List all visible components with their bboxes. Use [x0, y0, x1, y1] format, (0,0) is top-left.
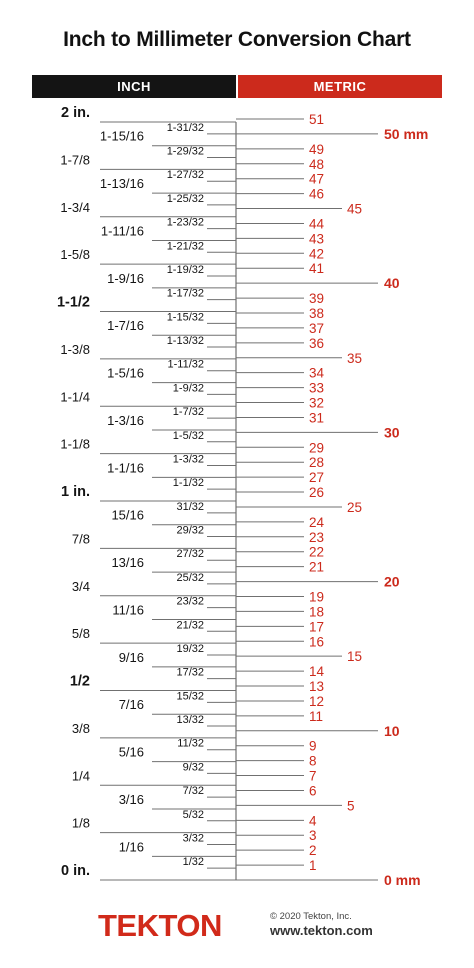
inch-tick-label: 13/32 — [176, 714, 204, 727]
mm-tick-label: 4 — [309, 813, 317, 829]
mm-tick-label: 38 — [309, 305, 325, 321]
mm-tick-label: 40 — [384, 275, 400, 292]
inch-tick-label: 23/32 — [176, 595, 204, 608]
mm-tick-label: 18 — [309, 604, 325, 620]
mm-tick-label: 34 — [309, 365, 325, 381]
inch-tick-label: 17/32 — [176, 666, 204, 679]
inch-tick-label: 1-1/16 — [107, 460, 144, 476]
mm-tick-label: 24 — [309, 514, 325, 530]
inch-tick-label: 1/16 — [118, 839, 144, 855]
inch-tick-label: 1-7/32 — [172, 406, 204, 419]
mm-tick-label: 50 mm — [384, 125, 429, 142]
inch-tick-label: 1-7/16 — [107, 318, 144, 334]
inch-tick-label: 1-15/32 — [166, 311, 204, 324]
mm-tick-label: 12 — [309, 693, 325, 709]
mm-tick-label: 6 — [309, 783, 317, 799]
inch-tick-label: 1-17/32 — [166, 287, 204, 300]
inch-tick-label: 1 in. — [60, 484, 90, 500]
mm-ticks — [236, 112, 428, 888]
inch-tick-label: 13/16 — [111, 555, 144, 571]
mm-tick-label: 43 — [309, 231, 325, 247]
inch-tick-label: 1-7/8 — [60, 152, 90, 168]
inch-tick-label: 1-21/32 — [166, 240, 204, 253]
mm-tick-label: 23 — [309, 529, 325, 545]
inch-tick-label: 1-11/32 — [167, 358, 204, 371]
inch-tick-label: 7/16 — [118, 697, 144, 713]
mm-tick-label: 29 — [309, 440, 325, 456]
inch-tick-label: 1-5/8 — [60, 247, 90, 263]
mm-tick-label: 35 — [347, 350, 363, 366]
mm-tick-label: 30 — [384, 424, 400, 441]
inch-tick-label: 9/32 — [182, 761, 204, 774]
tekton-logo: TEKTON — [98, 908, 222, 943]
inch-tick-label: 11/32 — [177, 737, 204, 750]
mm-tick-label: 36 — [309, 335, 325, 351]
inch-tick-label: 1/8 — [71, 815, 90, 831]
inch-tick-label: 5/32 — [182, 808, 204, 821]
inch-tick-label: 25/32 — [176, 571, 204, 584]
mm-tick-label: 21 — [309, 559, 325, 575]
inch-tick-label: 5/16 — [118, 744, 144, 760]
inch-ticks — [57, 105, 236, 880]
mm-tick-label: 16 — [309, 634, 325, 650]
inch-tick-label: 29/32 — [176, 524, 204, 537]
inch-tick-label: 1-1/32 — [172, 477, 204, 490]
website-link[interactable]: www.tekton.com — [270, 923, 373, 938]
inch-tick-label: 1-1/2 — [56, 294, 90, 311]
mm-tick-label: 47 — [309, 171, 325, 187]
inch-tick-label: 31/32 — [176, 500, 204, 513]
mm-tick-label: 22 — [309, 544, 325, 560]
inch-tick-label: 1-3/8 — [60, 341, 90, 357]
inch-tick-label: 3/8 — [71, 720, 90, 736]
inch-tick-label: 1-13/32 — [166, 335, 204, 348]
inch-tick-label: 15/32 — [176, 690, 204, 703]
inch-header: INCH — [32, 75, 236, 98]
inch-tick-label: 1-23/32 — [166, 216, 204, 229]
inch-tick-label: 1-3/32 — [172, 453, 204, 466]
mm-tick-label: 17 — [309, 619, 325, 635]
inch-tick-label: 7/8 — [71, 531, 90, 547]
inch-tick-label: 27/32 — [176, 548, 204, 561]
mm-tick-label: 31 — [309, 410, 325, 426]
mm-tick-label: 37 — [309, 320, 325, 336]
inch-tick-label: 1-3/16 — [107, 412, 144, 428]
inch-tick-label: 3/16 — [118, 791, 144, 807]
inch-tick-label: 11/16 — [112, 602, 144, 618]
mm-tick-label: 0 mm — [384, 872, 421, 888]
inch-tick-label: 1-19/32 — [166, 263, 204, 276]
mm-tick-label: 3 — [309, 828, 317, 844]
inch-tick-label: 1-11/16 — [100, 223, 144, 239]
inch-tick-label: 19/32 — [176, 642, 204, 655]
mm-tick-label: 48 — [309, 156, 325, 172]
inch-tick-label: 1-5/32 — [172, 429, 204, 442]
mm-tick-label: 11 — [309, 708, 324, 724]
inch-tick-label: 1-9/32 — [172, 382, 204, 395]
inch-tick-label: 1-13/16 — [99, 176, 144, 192]
mm-tick-label: 45 — [347, 201, 363, 217]
mm-tick-label: 13 — [309, 679, 325, 695]
inch-tick-label: 1-29/32 — [166, 145, 204, 158]
copyright-text: © 2020 Tekton, Inc. — [270, 911, 352, 922]
mm-tick-label: 46 — [309, 186, 325, 202]
inch-tick-label: 1-9/16 — [107, 270, 144, 286]
inch-tick-label: 21/32 — [176, 619, 204, 632]
mm-tick-label: 42 — [309, 246, 325, 262]
inch-tick-label: 15/16 — [111, 507, 144, 523]
metric-header: METRIC — [238, 75, 442, 98]
mm-tick-label: 33 — [309, 380, 325, 396]
mm-tick-label: 41 — [309, 261, 325, 277]
mm-tick-label: 10 — [384, 722, 400, 739]
mm-tick-label: 28 — [309, 455, 325, 471]
mm-tick-label: 7 — [309, 768, 317, 784]
mm-tick-label: 20 — [384, 573, 400, 590]
mm-tick-label: 5 — [347, 798, 355, 814]
inch-tick-label: 1-5/16 — [107, 365, 144, 381]
inch-tick-label: 1-31/32 — [166, 121, 204, 134]
inch-tick-label: 3/32 — [182, 832, 204, 845]
mm-tick-label: 49 — [309, 141, 325, 157]
inch-tick-label: 1/2 — [69, 673, 90, 690]
mm-tick-label: 26 — [309, 485, 325, 501]
mm-tick-label: 51 — [309, 112, 325, 128]
mm-tick-label: 15 — [347, 649, 363, 665]
mm-tick-label: 25 — [347, 499, 363, 515]
mm-tick-label: 32 — [309, 395, 325, 411]
mm-tick-label: 27 — [309, 470, 325, 486]
inch-tick-label: 3/4 — [71, 578, 90, 594]
mm-tick-label: 9 — [309, 738, 317, 754]
mm-tick-label: 44 — [309, 216, 325, 232]
mm-tick-label: 8 — [309, 753, 317, 769]
inch-tick-label: 2 in. — [60, 105, 90, 121]
mm-tick-label: 1 — [309, 858, 317, 874]
inch-tick-label: 1-1/8 — [60, 436, 90, 452]
inch-tick-label: 1-3/4 — [60, 199, 90, 215]
inch-tick-label: 1-27/32 — [166, 169, 204, 182]
mm-tick-label: 19 — [309, 589, 325, 605]
mm-tick-label: 14 — [309, 664, 325, 680]
inch-tick-label: 5/8 — [71, 626, 90, 642]
inch-tick-label: 9/16 — [118, 649, 144, 665]
inch-tick-label: 7/32 — [182, 785, 204, 798]
inch-tick-label: 0 in. — [60, 863, 90, 879]
inch-tick-label: 1-15/16 — [99, 128, 144, 144]
inch-tick-label: 1/4 — [71, 768, 90, 784]
inch-tick-label: 1-1/4 — [60, 389, 90, 405]
chart-title: Inch to Millimeter Conversion Chart — [63, 28, 411, 51]
inch-tick-label: 1-25/32 — [166, 192, 204, 205]
mm-tick-label: 2 — [309, 843, 317, 859]
mm-tick-label: 39 — [309, 291, 325, 307]
inch-tick-label: 1/32 — [182, 856, 204, 869]
